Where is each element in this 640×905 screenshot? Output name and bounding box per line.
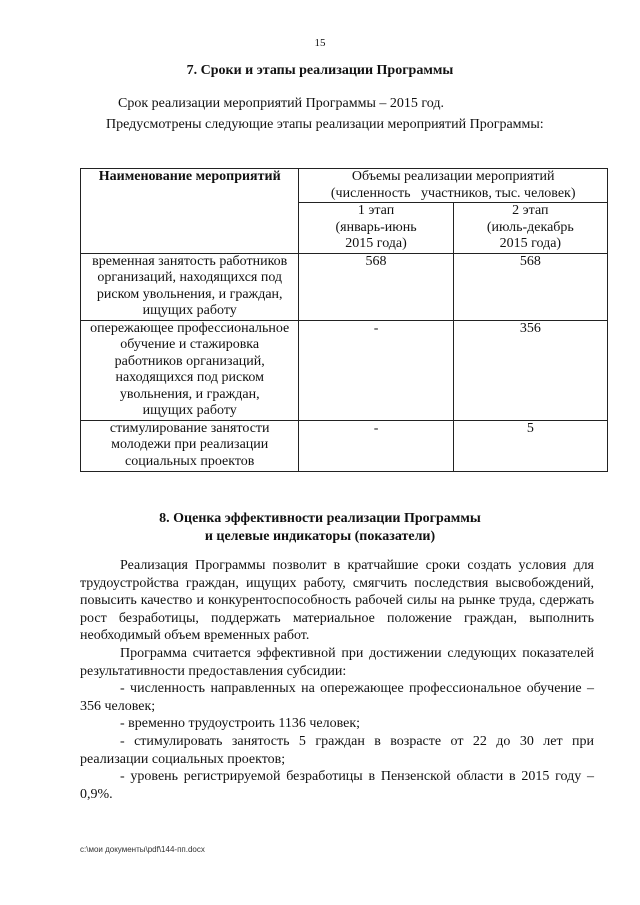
row-3-stage-1-value: - bbox=[299, 420, 453, 471]
row-2-activity-line: работников организаций, bbox=[114, 353, 265, 369]
row-2-activity-line: ищущих работу bbox=[142, 403, 237, 418]
indicator-youth-employment: - стимулировать занятость 5 граждан в возрасте от 22 до 30 лет при реализации социальных проектов; bbox=[80, 733, 594, 767]
header-volume-line2: (численность участников, тыс. человек) bbox=[330, 185, 576, 201]
section-8-title-line2: и целевые индикаторы (показатели) bbox=[204, 529, 436, 544]
row-2-activity-line: находящихся под риском bbox=[115, 370, 264, 385]
indicator-training-count: - численность направленных на опережающее профессиональное обучение – 356 человек; bbox=[80, 681, 594, 714]
header-stage-1 bbox=[299, 203, 453, 254]
header-activity-name-text: Наименование мероприятий bbox=[98, 169, 281, 184]
row-1-stage-2-value: 568 bbox=[453, 253, 607, 320]
row-3-activity-line: социальных проектов bbox=[125, 453, 255, 469]
program-stages-text: Предусмотрены следующие этапы реализации мероприятий Программы: bbox=[106, 117, 544, 132]
row-2-activity-line: обучение и стажировка bbox=[120, 337, 260, 352]
row-2-stage-1-value: - bbox=[299, 320, 453, 420]
indicator-temporary-employment: - временно трудоустроить 1136 человек; bbox=[120, 716, 361, 732]
section-8-title-line1: 8. Оценка эффективности реализации Программы bbox=[159, 511, 481, 526]
footer-file-path: c:\мои документы\pdf\144-пп.docx bbox=[80, 845, 205, 854]
section-7-title: 7. Сроки и этапы реализации Программы bbox=[186, 63, 454, 78]
row-1-activity-line: ищущих работу bbox=[142, 303, 237, 318]
header-stage-2-line3: 2015 года) bbox=[499, 236, 562, 251]
header-stage-1-line3: 2015 года) bbox=[345, 236, 407, 251]
row-1-activity-line: риском увольнения, и граждан, bbox=[96, 286, 283, 302]
header-volume-line1: Объемы реализации мероприятий bbox=[351, 169, 555, 184]
row-2-activity-line: опережающее профессиональное bbox=[90, 320, 290, 336]
header-stage-2-line2: (июль-декабрь bbox=[486, 219, 574, 235]
program-stages-table bbox=[80, 168, 608, 472]
row-2-activity-line: увольнения, и граждан, bbox=[119, 386, 260, 402]
row-2-activity bbox=[81, 320, 299, 420]
row-2-stage-2-value: 356 bbox=[453, 320, 607, 420]
header-stage-2-line1: 2 этап bbox=[512, 203, 549, 218]
header-volume bbox=[299, 169, 608, 203]
table-header-row bbox=[81, 169, 608, 203]
row-3-activity bbox=[81, 420, 299, 471]
row-3-stage-2-value: 5 bbox=[453, 420, 607, 471]
paragraph-program-effect: Реализация Программы позволит в кратчайшие сроки создать условия для трудоустройства граждан, ищущих работу, смягчить последствия высвобождений, повысить качество и конкурентоспособность рабочей силы на рынке труда, сдержать рост безработицы, поддержать материальное положение граждан, выполнить необходимый объем временных работ. bbox=[80, 558, 594, 644]
program-term-text: Срок реализации мероприятий Программы – 2015 год. bbox=[118, 96, 444, 111]
table-row bbox=[81, 420, 608, 471]
table-row bbox=[81, 253, 608, 320]
table-row bbox=[81, 320, 608, 420]
header-stage-2 bbox=[453, 203, 607, 254]
header-activity-name bbox=[81, 169, 299, 254]
header-stage-1-line1: 1 этап bbox=[357, 203, 395, 218]
row-1-stage-1-value: 568 bbox=[299, 253, 453, 320]
section-8-title bbox=[0, 510, 640, 546]
page-number: 15 bbox=[314, 37, 326, 49]
section-8-body bbox=[80, 557, 594, 803]
header-stage-1-line2: (январь-июнь bbox=[335, 219, 417, 235]
indicator-unemployment-level: - уровень регистрируемой безработицы в Пензенской области в 2015 году – 0,9%. bbox=[80, 769, 594, 802]
row-1-activity bbox=[81, 253, 299, 320]
row-3-activity-line: молодежи при реализации bbox=[111, 437, 269, 452]
row-1-activity-line: организаций, находящихся под bbox=[97, 270, 283, 285]
row-3-activity-line: стимулирование занятости bbox=[109, 420, 270, 436]
row-1-activity-line: временная занятость работников bbox=[92, 253, 288, 269]
paragraph-efficiency-criteria: Программа считается эффективной при достижении следующих показателей результативности предоставления субсидии: bbox=[80, 645, 594, 679]
